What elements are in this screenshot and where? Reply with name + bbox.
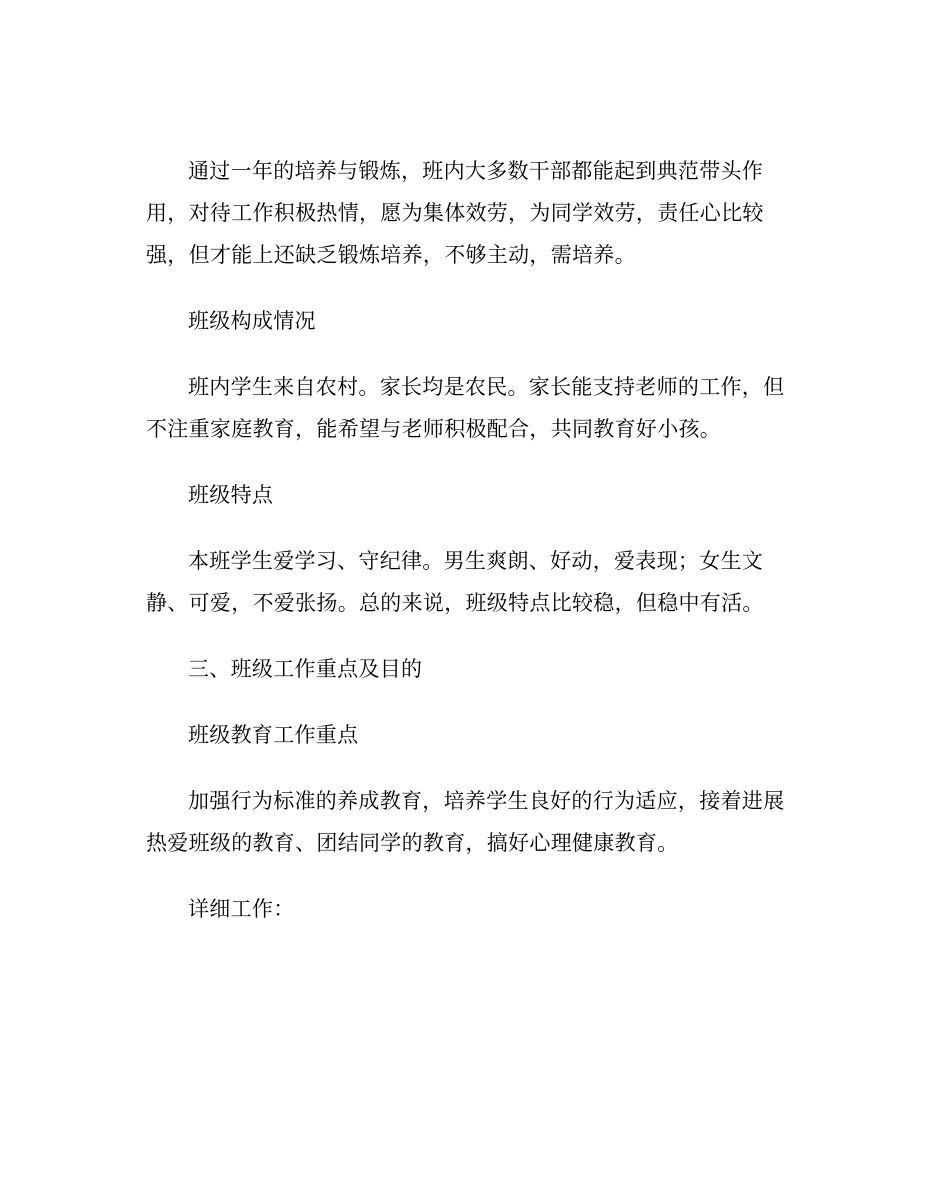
- heading-text: 班级特点: [188, 483, 274, 507]
- paragraph-line: 不注重家庭教育，能希望与老师积极配合，共同教育好小孩。: [146, 417, 722, 441]
- document-body: [146, 150, 806, 954]
- heading-education-focus: [146, 714, 806, 756]
- heading-text: 三、班级工作重点及目的: [188, 657, 423, 681]
- heading-text: 班级构成情况: [188, 309, 316, 333]
- paragraph-education-focus: [146, 780, 806, 864]
- heading-section-three: [146, 648, 806, 690]
- paragraph-line: 用，对待工作积极热情，愿为集体效劳，为同学效劳，责任心比较: [146, 201, 764, 225]
- paragraph-line: 通过一年的培养与锻炼，班内大多数干部都能起到典范带头作: [188, 159, 764, 183]
- paragraph-class-composition: [146, 366, 806, 450]
- heading-detailed-work: [146, 888, 806, 930]
- heading-class-composition: [146, 300, 806, 342]
- paragraph-line: 强，但才能上还缺乏锻炼培养，不够主动，需培养。: [146, 243, 636, 267]
- paragraph-cadre-training: [146, 150, 806, 276]
- heading-text: 班级教育工作重点: [188, 723, 359, 747]
- paragraph-line: 班内学生来自农村。家长均是农民。家长能支持老师的工作，但: [188, 375, 785, 399]
- heading-class-features: [146, 474, 806, 516]
- paragraph-class-features: [146, 540, 806, 624]
- paragraph-line: 本班学生爱学习、守纪律。男生爽朗、好动，爱表现；女生文: [188, 549, 764, 573]
- heading-text: 详细工作：: [188, 897, 295, 921]
- paragraph-line: 加强行为标准的养成教育，培养学生良好的行为适应，接着进展: [188, 789, 785, 813]
- paragraph-line: 静、可爱，不爱张扬。总的来说，班级特点比较稳，但稳中有活。: [146, 591, 764, 615]
- paragraph-line: 热爱班级的教育、团结同学的教育，搞好心理健康教育。: [146, 831, 679, 855]
